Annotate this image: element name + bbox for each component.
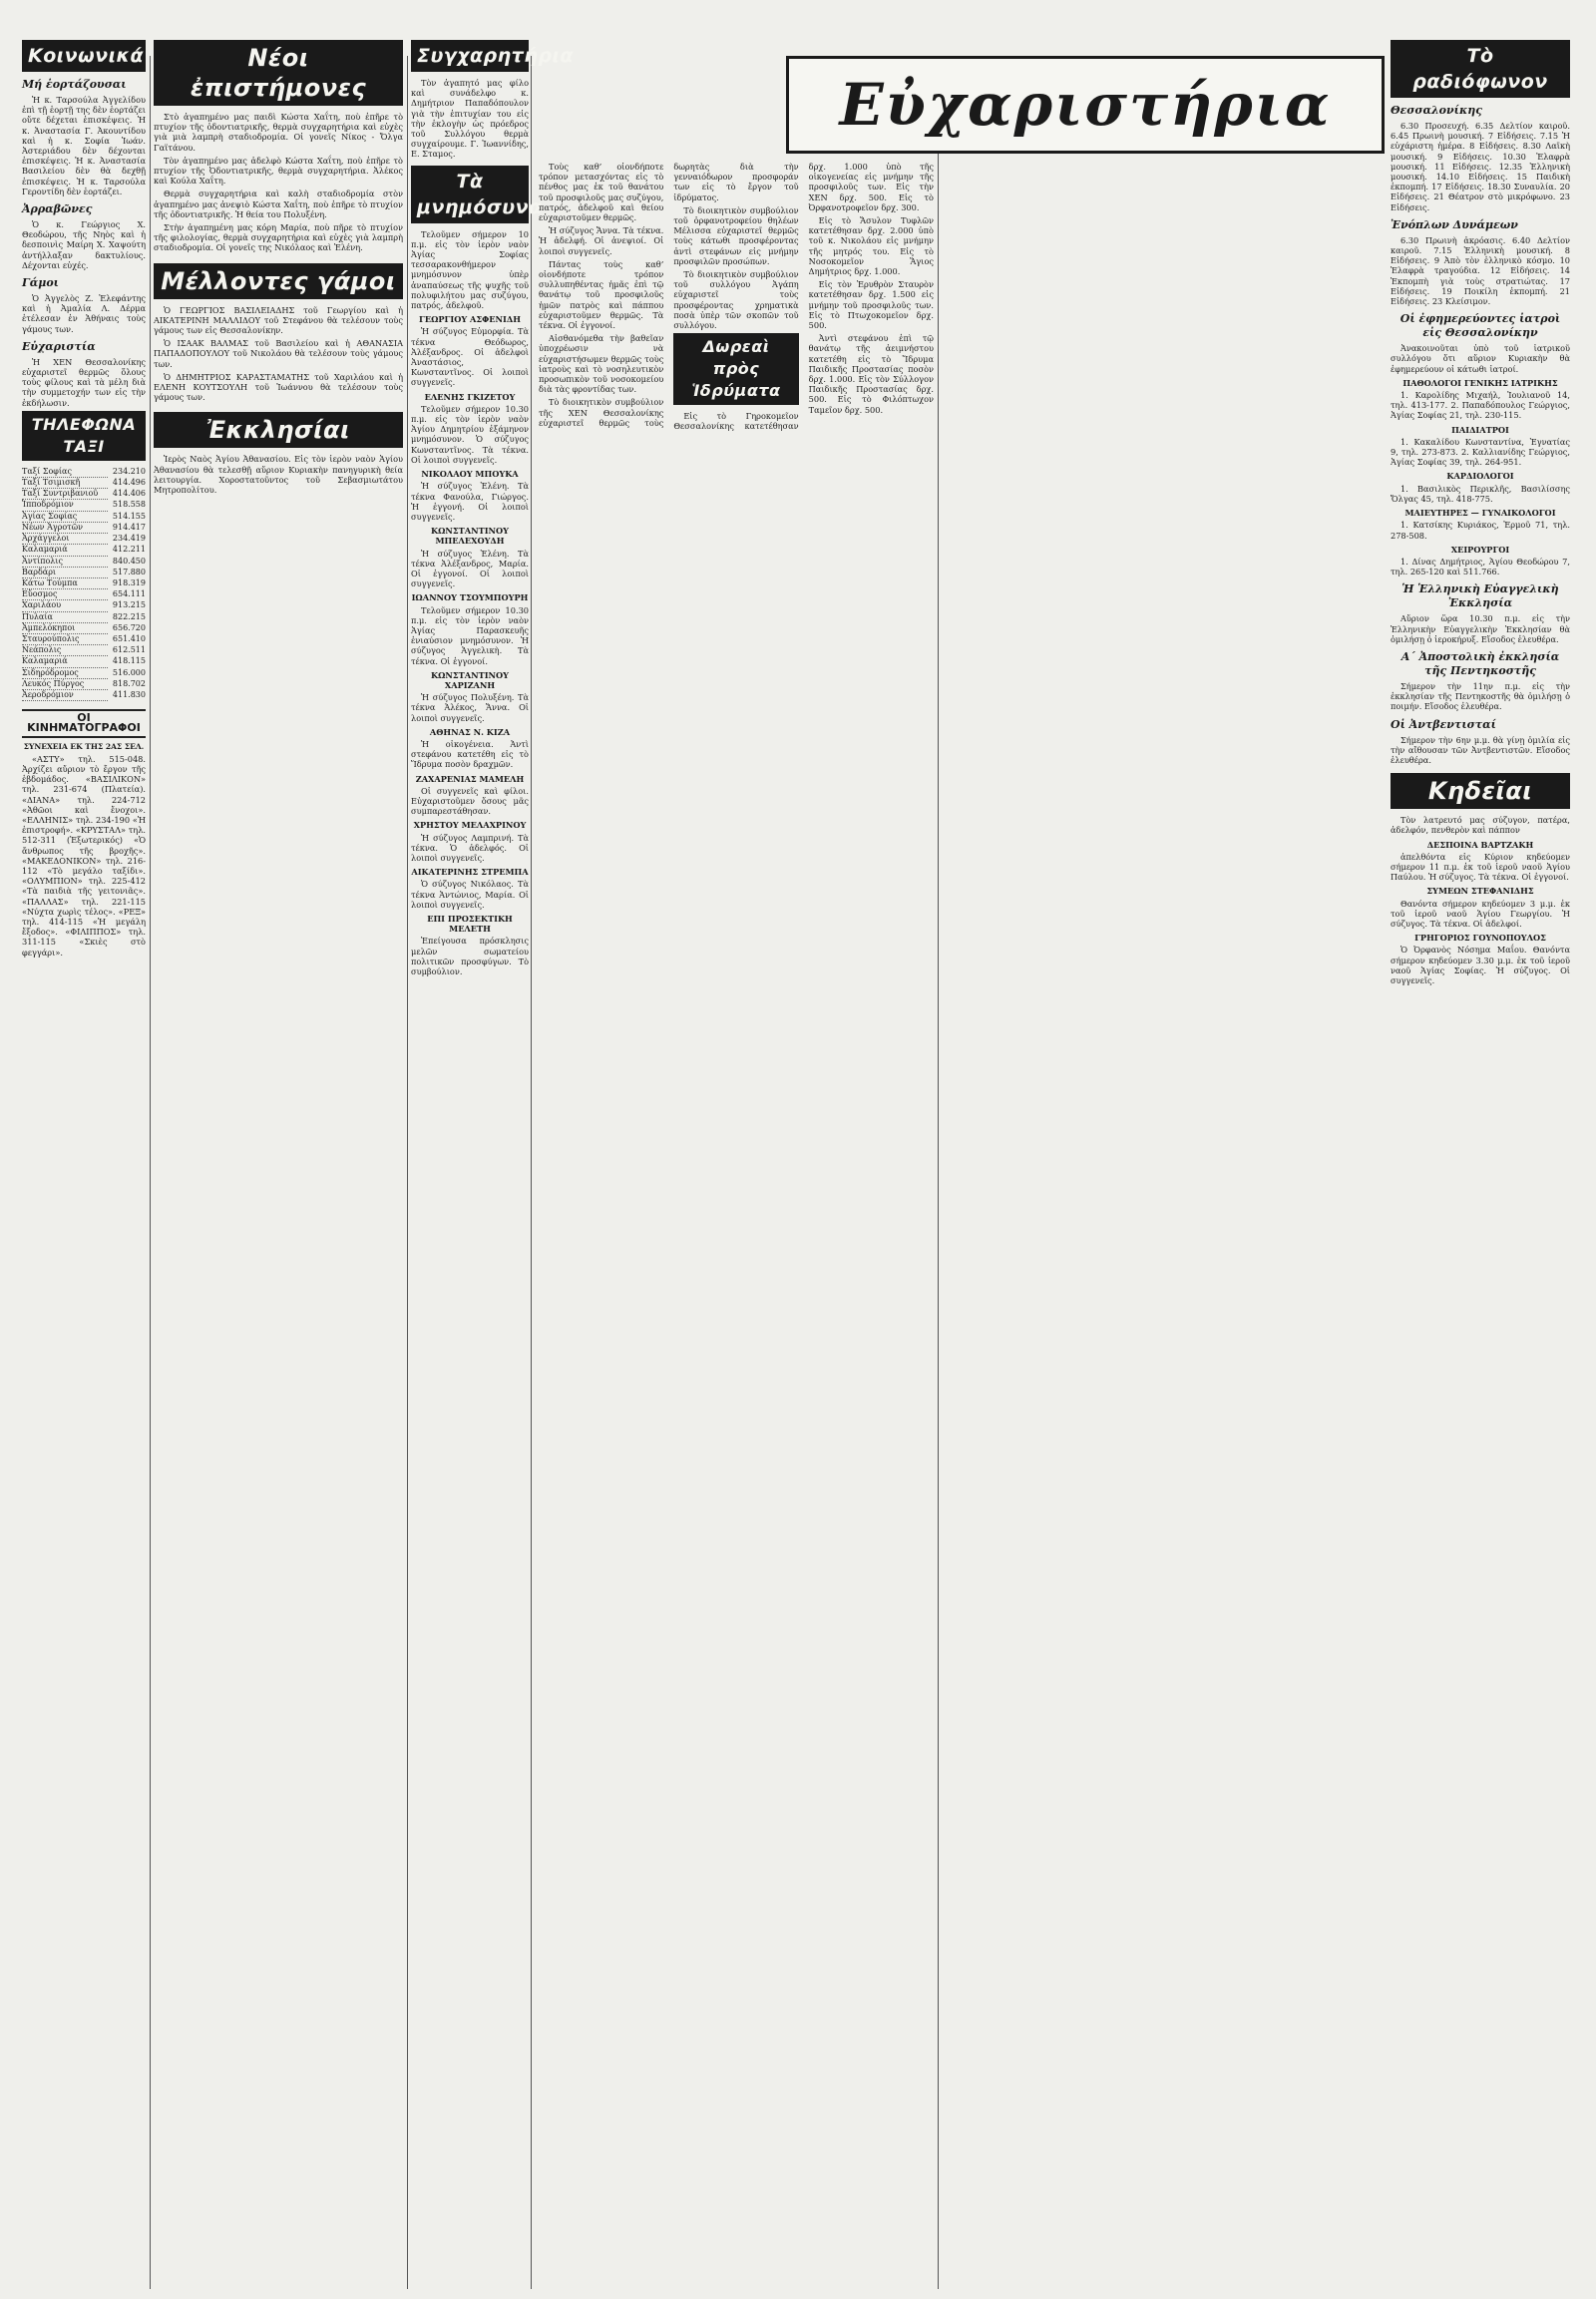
paragraph: Τὸ διοικητικὸν συμβούλιον τοῦ ὀρφανοτροφείου θηλέων Μέλισσα εὐχαριστεῖ θερμῶς τοὺς κάτωθι προσφέροντας ἀντὶ στεφάνων εἰς μνήμην προσφιλῶν προσώπων. xyxy=(673,204,799,266)
taxi-stand-name: Ἀντίπολις xyxy=(22,556,108,567)
taxi-phone-number: 656.720 xyxy=(112,622,146,632)
paragraph: Εἰς τὸ Γηροκομεῖον Θεσσαλονίκης κατετέθησαν δρχ. 1.000 ὑπὸ τῆς οἰκογενείας εἰς μνήμην τῆς προσφιλοῦς των. Εἰς τὴν ΧΕΝ δρχ. 500. Εἰς τὸ Ὀρφανοτροφεῖον δρχ. 300. xyxy=(673,162,934,432)
section-banner-social: Κοινωνικά xyxy=(22,40,146,72)
taxi-phone-row xyxy=(22,600,146,611)
paragraph-engaged: Ὁ κ. Γεώργιος Χ. Θεοδώρου, τῆς Νηὸς καὶ ἡ δεσποινὶς Μαίρη Χ. Χαψούτη ἀντήλλαξαν δακτυλίους. Δέχονται εὐχές. xyxy=(22,219,146,270)
taxi-phone-row xyxy=(22,545,146,556)
section-banner-cinemas: ΟΙ ΚΙΝΗΜΑΤΟΓΡΑΦΟΙ xyxy=(22,709,146,737)
taxi-stand-name: Ἀρχάγγελοι xyxy=(22,534,108,545)
paragraph: Αὔριον ὥρα 10.30 π.μ. εἰς τὴν Ἑλληνικὴν Εὐαγγελικὴν Ἐκκλησίαν θὰ ὁμιλήσῃ ὁ ἱεροκήρυξ. Εἴσοδος ἐλευθέρα. xyxy=(1391,613,1570,644)
radio-column xyxy=(1391,40,1570,2285)
paragraph-wedding: Ὁ Ἀγγελὸς Ζ. Ἐλεφάντης καὶ ἡ Ἀμαλία Λ. Δέρμα ἐτέλεσαν ἐν Ἀθήναις τοὺς γάμους των. xyxy=(22,293,146,334)
memorial-name: ΚΩΝΣΤΑΝΤΙΝΟΥ ΜΠΕΛΕΧΟΥΔΗ xyxy=(431,526,509,547)
heading-thanks: Εὐχαριστία xyxy=(22,339,96,353)
doctor-category: ΧΕΙΡΟΥΡΓΟΙ xyxy=(1450,544,1510,555)
paragraph: Ἡ σύζυγος Ἐλένη. Τὰ τέκνα Φανούλα, Γιώργος. Ἡ ἐγγονή. Οἱ λοιποὶ συγγενεῖς. xyxy=(411,481,529,522)
taxi-stand-name: Ταξί Σοφίας xyxy=(22,467,108,478)
paragraph: 6.30 Προσευχή. 6.35 Δελτίον καιροῦ. 6.45 Πρωινὴ μουσική. 7 Εἰδήσεις. 7.15 Ἡ εὐχάριστη ἡμέρα. 8 Εἰδήσεις. 8.30 Λαϊκὴ μουσική. 9 Εἰδήσεις. 10.30 Ἐλαφρὰ μουσική. 11 Εἰδήσεις. 12.35 Ἑλληνικὴ μουσική. 14.10 Εἰδήσεις. 15 Παιδικὴ ἐκπομπή. 17 Εἰδήσεις. 18.30 Συναυλία. 20 Εἰδήσεις. 21 Θέατρον στὸ μικρόφωνο. 23 Εἰδήσεις. xyxy=(1391,121,1570,212)
taxi-phone-number: 913.215 xyxy=(112,600,146,610)
memorial-name: ΧΡΗΣΤΟΥ ΜΕΛΑΧΡΙΝΟΥ xyxy=(413,820,527,831)
heading-armed-forces-station: Ἐνόπλων Δυνάμεων xyxy=(1391,217,1518,231)
memorial-name: ΕΛΕΝΗΣ ΓΚΙΖΕΤΟΥ xyxy=(424,391,516,402)
taxi-phone-row xyxy=(22,645,146,656)
paragraph: Εἰς τὸν Ἐρυθρὸν Σταυρὸν κατετέθησαν δρχ. 1.500 εἰς μνήμην τοῦ προσφιλοῦς των. Εἰς τὸ Πτωχοκομεῖον δρχ. 500. xyxy=(808,279,934,331)
paragraph: 1. Βασιλικὸς Περικλῆς, Βασιλίσσης Ὄλγας 45, τηλ. 418-775. xyxy=(1391,483,1570,504)
paragraph: Ἐπείγουσα πρόσκλησις μελῶν σωματείου πολιτικῶν προσφύγων. Τὸ συμβούλιον. xyxy=(411,936,529,977)
paragraph: Ἡ σύζυγος Ἄννα. Τὰ τέκνα. Ἡ ἀδελφή. Οἱ ἀνεψιοί. Οἱ λοιποὶ συγγενεῖς. xyxy=(539,225,664,256)
heading-adventists: Οἱ Ἀντβεντισταί xyxy=(1391,717,1496,731)
paragraph: Ὁ σύζυγος Νικόλαος. Τὰ τέκνα Ἀντώνιος, Μαρία. Οἱ λοιποὶ συγγενεῖς. xyxy=(411,879,529,910)
memorial-name: ΙΩΑΝΝΟΥ ΤΣΟΥΜΠΟΥΡΗ xyxy=(411,592,529,603)
taxi-stand-name: Ταξί Τσιμισκῆ xyxy=(22,478,108,489)
taxi-phone-number: 612.511 xyxy=(112,645,146,655)
taxi-stand-name: Βαρδάρι xyxy=(22,567,108,577)
paragraph: Ὁ Ὀρφανὸς Νόσημα Μαΐου. Θανόντα σήμερον κηδεύομεν 3.30 μ.μ. ἐκ τοῦ ἱεροῦ ναοῦ Ἁγίας Σοφίας. Ἡ σύζυγος. Οἱ συγγενεῖς. xyxy=(1391,945,1570,985)
paragraph: Τὸν λατρευτό μας σύζυγον, πατέρα, ἀδελφόν, πενθερὸν καὶ πάππον xyxy=(1391,815,1570,836)
taxi-phone-row xyxy=(22,678,146,689)
paragraph: Τὸ διοικητικὸν συμβούλιον τοῦ συλλόγου Ἀγάπη εὐχαριστεῖ τοὺς προσφέροντας χρηματικὰ ποσὰ ὑπὲρ τῶν σκοπῶν τοῦ συλλόγου. xyxy=(673,269,799,331)
paragraph: 1. Κατσίκης Κυριάκος, Ἑρμοῦ 71, τηλ. 278-508. xyxy=(1391,520,1570,541)
taxi-phone-number: 234.419 xyxy=(112,534,146,544)
taxi-stand-name: Σταυρούπολις xyxy=(22,633,108,644)
heading-doctors-on-duty: Οἱ ἐφημερεύοντες ἰατροὶ εἰς Θεσσαλονίκην xyxy=(1399,312,1561,340)
funeral-name: ΣΥΜΕΩΝ ΣΤΕΦΑΝΙΔΗΣ xyxy=(1426,886,1534,897)
heading-engagements: Ἀρραβῶνες xyxy=(22,202,93,216)
taxi-phone-number: 516.000 xyxy=(112,667,146,677)
notice-heading: ΕΠΙ ΠΡΟΣΕΚΤΙΚΗ ΜΕΛΕΤΗ xyxy=(427,914,513,935)
paragraph: Στὸ ἀγαπημένο μας παιδὶ Κώστα Χαΐτη, ποὺ ἐπῆρε τὸ πτυχίον τῆς ὀδοντιατρικῆς, θερμὰ συγχαρητήρια καὶ εὐχὲς γιὰ μιὰ λαμπρὴ σταδιοδρομία. Οἱ γονεῖς Νίκος - Ὄλγα Γαϊτάνου. xyxy=(154,112,403,153)
section-banner-memorials: Τὰ μνημόσυνα xyxy=(411,166,529,223)
taxi-phone-row xyxy=(22,667,146,678)
paragraph: 6.30 Πρωινὴ ἀκρόασις. 6.40 Δελτίον καιροῦ. 7.15 Ἑλληνικὴ μουσική. 8 Εἰδήσεις. 9 Ἀπὸ τὸν ἑλληνικὸ κόσμο. 10 Ἐλαφρὰ τραγούδια. 12 Εἰδήσεις. 14 Ἐκπομπὴ γιὰ τοὺς στρατιώτας. 17 Εἰδήσεις. 19 Ποικίλη ἐκπομπή. 21 Εἰδήσεις. 23 Κλείσιμον. xyxy=(1391,234,1570,307)
paragraph: 1. Δίνας Δημήτριος, Ἁγίου Θεοδώρου 7, τηλ. 265-120 καὶ 511.766. xyxy=(1391,556,1570,577)
paragraph: Θανόντα σήμερον κηδεύομεν 3 μ.μ. ἐκ τοῦ ἱεροῦ ναοῦ Ἁγίου Γεωργίου. Ἡ σύζυγος. Τὰ τέκνα. Οἱ ἀδελφοί. xyxy=(1391,898,1570,929)
memorial-name: ΝΙΚΟΛΑΟΥ ΜΠΟΥΚΑ xyxy=(421,469,519,480)
taxi-phone-number: 918.319 xyxy=(112,577,146,587)
taxi-phone-number: 517.880 xyxy=(112,567,146,576)
taxi-phone-row xyxy=(22,656,146,667)
taxi-phone-row xyxy=(22,633,146,644)
doctor-category: ΜΑΙΕΥΤΗΡΕΣ — ΓΥΝΑΙΚΟΛΟΓΟΙ xyxy=(1404,508,1556,519)
taxi-stand-name: Κάτω Τούμπα xyxy=(22,577,108,588)
taxi-phone-row xyxy=(22,556,146,567)
paragraph: ἀπελθόντα εἰς Κύριον κηδεύομεν σήμερον 11 π.μ. ἐκ τοῦ ἱεροῦ ναοῦ Ἁγίου Παύλου. Ἡ σύζυγος. Τὰ τέκνα. Οἱ ἐγγονοί. xyxy=(1391,851,1570,883)
taxi-stand-name: Νέων Ἀγροτῶν xyxy=(22,522,108,533)
new-scientists-column xyxy=(154,40,403,2285)
paragraph: 1. Καρολίδης Μιχαήλ, Ἰουλιανοῦ 14, τηλ. 413-177. 2. Παπαδόπουλος Γεώργιος, Ἁγίας Σοφίας 21, τηλ. 230-115. xyxy=(1391,390,1570,421)
taxi-stand-name: Λευκός Πύργος xyxy=(22,678,108,689)
column-rule xyxy=(938,56,939,2289)
taxi-phone-row xyxy=(22,577,146,588)
taxi-stand-name: Ἱπποδρόμιον xyxy=(22,500,108,511)
cinema-subheading: ΣΥΝΕΧΕΙΑ ΕΚ ΤΗΣ 2ΑΣ ΣΕΛ. xyxy=(23,741,145,751)
section-banner-congratulations: Συγχαρητήρια xyxy=(411,40,529,72)
taxi-phone-number: 514.155 xyxy=(112,511,146,521)
heading-evangelical-church: Ἡ Ἑλληνικὴ Εὐαγγελικὴ Ἐκκλησία xyxy=(1401,582,1559,610)
taxi-phone-number: 651.410 xyxy=(112,633,146,643)
section-banner-radio: Τὸ ραδιόφωνον xyxy=(1391,40,1570,98)
paragraph: Ἀντὶ στεφάνου ἐπὶ τῷ θανάτῳ τῆς ἀειμνήστου κατετέθη εἰς τὸ Ἵδρυμα Παιδικῆς Προστασίας ποσὸν δρχ. 1.000. Εἰς τὸν Σύλλογον Παιδικῆς Προστασίας δρχ. 500. Εἰς τὸ Φιλόπτωχον Ταμεῖον δρχ. 500. xyxy=(808,333,934,415)
paragraph: Θερμὰ συγχαρητήρια καὶ καλὴ σταδιοδρομία στὸν ἀγαπημένο μας ἀνεψιὸ Κώστα Χαΐτη, ποὺ ἐπῆρε τὸ πτυχίον τῆς ὀδοντιατρικῆς. Ἡ θεία του Πολυξένη. xyxy=(154,189,403,219)
paragraph: Εἰς τὸ Ἄσυλον Τυφλῶν κατετέθησαν δρχ. 2.000 ὑπὸ τοῦ κ. Νικολάου εἰς μνήμην τῆς μητρός του. Εἰς τὸ Νοσοκομεῖον Ἅγιος Δημήτριος δρχ. 1.000. xyxy=(808,215,934,277)
memorial-name: ΚΩΝΣΤΑΝΤΙΝΟΥ ΧΑΡΙΖΑΝΗ xyxy=(431,669,509,690)
taxi-phone-row xyxy=(22,489,146,500)
paragraph: Ὁ ΓΕΩΡΓΙΟΣ ΒΑΣΙΛΕΙΑΔΗΣ τοῦ Γεωργίου καὶ ἡ ΑΙΚΑΤΕΡΙΝΗ ΜΑΛΛΙΔΟΥ τοῦ Στεφάνου θὰ τελέσουν τοὺς γάμους των εἰς Θεσσαλονίκην. xyxy=(154,304,403,336)
funeral-name: ΓΡΗΓΟΡΙΟΣ ΓΟΥΝΟΠΟΥΛΟΣ xyxy=(1414,933,1546,944)
taxi-phone-number: 654.111 xyxy=(112,589,146,599)
paragraph: Αἰσθανόμεθα τὴν βαθεῖαν ὑποχρέωσιν νὰ εὐχαριστήσωμεν θερμῶς τοὺς ἰατροὺς καὶ τὸ νοσηλευτικὸν προσωπικὸν τοῦ νοσοκομείου διὰ τὰς φροντίδας των. xyxy=(539,333,664,395)
paragraph: Τὸν ἀγαπημένο μας ἀδελφὸ Κώστα Χαΐτη, ποὺ ἐπῆρε τὸ πτυχίον τῆς Ὀδοντιατρικῆς, θερμὰ συγχαρητήρια. Ἀλέκος καὶ Κούλα Χαΐτη. xyxy=(154,155,403,187)
headline-thank-you-notes: Εὐχαριστήρια xyxy=(786,56,1385,154)
paragraph: Τελοῦμεν σήμερον 10.30 π.μ. εἰς τὸν ἱερὸν ναὸν Ἁγίου Δημητρίου ἐξάμηνον μνημόσυνον. Ὁ σύζυγος Κωνσταντῖνος. Τὰ τέκνα. Οἱ λοιποὶ συγγενεῖς. xyxy=(411,403,529,465)
paragraph: Στὴν ἀγαπημένη μας κόρη Μαρία, ποὺ πῆρε τὸ πτυχίον τῆς φιλολογίας, θερμὰ συγχαρητήρια καὶ εὐχὲς γιὰ λαμπρὴ σταδιοδρομία. Οἱ γονεῖς της Νικόλαος καὶ Ἑλένη. xyxy=(154,222,403,253)
paragraph-thanks: Ἡ ΧΕΝ Θεσσαλονίκης εὐχαριστεῖ θερμῶς ὅλους τοὺς φίλους καὶ τὰ μέλη διὰ τὴν συμμετοχήν των εἰς τὴν ἐκδήλωσιν. xyxy=(22,356,146,408)
paragraph: Ἀνακοινοῦται ὑπὸ τοῦ ἰατρικοῦ συλλόγου ὅτι αὔριον Κυριακὴν θὰ ἐφημερεύουν οἱ κάτωθι ἰατροί. xyxy=(1391,343,1570,374)
taxi-phone-number: 818.702 xyxy=(112,678,146,688)
paragraph: Πάντας τοὺς καθ’ οἱονδήποτε τρόπον συλλυπηθέντας ἡμᾶς ἐπὶ τῷ θανάτῳ τοῦ προσφιλοῦς ἡμῶν πατρὸς καὶ πάππου εὐχαριστοῦμεν θερμῶς. Τὰ τέκνα. Οἱ ἐγγονοί. xyxy=(539,258,664,331)
heading-weddings: Γάμοι xyxy=(22,276,59,290)
taxi-stand-name: Εὔοσμος xyxy=(22,589,108,600)
taxi-phone-row xyxy=(22,467,146,478)
heading-thessaloniki-station: Θεσσαλονίκης xyxy=(1391,104,1482,117)
taxi-phone-row xyxy=(22,534,146,545)
paragraph: Τοὺς καθ’ οἱονδήποτε τρόπον μετασχόντας εἰς τὸ πένθος μας ἐκ τοῦ θανάτου τοῦ προσφιλοῦς μας συζύγου, πατρός, ἀδελφοῦ καὶ θείου εὐχαριστοῦμεν θερμῶς. xyxy=(539,162,664,223)
column-rule xyxy=(407,56,408,2289)
section-banner-donations: Δωρεαὶ πρὸς Ἱδρύματα xyxy=(673,333,798,405)
taxi-stand-name: Ἀεροδρόμιον xyxy=(22,689,108,700)
taxi-phone-row xyxy=(22,689,146,700)
paragraph: Σήμερον τὴν 6ην μ.μ. θὰ γίνῃ ὁμιλία εἰς τὴν αἴθουσαν τῶν Ἀντβεντιστῶν. Εἴσοδος ἐλευθέρα. xyxy=(1391,734,1570,765)
column-rule xyxy=(531,56,532,2289)
memorial-name: ΑΘΗΝΑΣ Ν. ΚΙΖΑ xyxy=(429,726,511,737)
taxi-phone-number: 840.450 xyxy=(112,556,146,566)
paragraph-celebrate: Ἡ κ. Ταρσούλα Ἀγγελίδου ἐπὶ τῇ ἑορτῇ της δὲν ἑορτάζει οὔτε δέχεται ἐπισκέψεις. Ἡ κ. Ἀναστασία Γ. Ἀκουντίδου καὶ ἡ κ. Σοφία Ἰωάν. Ἀστεριάδου δὲν δέχονται ἐπισκέψεις. Ἡ κ. Ἀναστασία Βασιλείου δὲν θὰ δεχθῇ ἐπισκέψεις. Ἡ κ. Ταρσούλα Γεροντίδη δὲν ἑορτάζει. xyxy=(22,95,146,196)
taxi-phone-row xyxy=(22,622,146,633)
paragraph: Τελοῦμεν σήμερον 10.30 π.μ. εἰς τὸν ἱερὸν ναὸν Ἁγίας Παρασκευῆς ἐνιαύσιον μνημόσυνον. Ἡ σύζυγος Ἀγγελικὴ. Τὰ τέκνα. Οἱ ἐγγονοί. xyxy=(411,604,529,666)
taxi-stand-name: Σιδηρόδρομος xyxy=(22,667,108,678)
taxi-stand-name: Ἀμπελόκηποι xyxy=(22,622,108,633)
paragraph: Ἡ σύζυγος Ἑλένη. Τὰ τέκνα Ἀλέξανδρος, Μαρία. Οἱ ἐγγονοί. Οἱ λοιποὶ συγγενεῖς. xyxy=(411,548,529,589)
taxi-phone-table xyxy=(22,467,146,701)
taxi-stand-name: Ἁγίας Σοφίας xyxy=(22,511,108,522)
paragraph: Ἱερὸς Ναὸς Ἁγίου Ἀθανασίου. Εἰς τὸν ἱερὸν ναὸν Ἁγίου Ἀθανασίου θὰ τελεσθῇ αὔριον Κυριακὴν πανηγυρικὴ θεία λειτουργία. Χοροστατοῦντος τοῦ Σεβασμιωτάτου Μητροπολίτου. xyxy=(154,454,403,496)
taxi-stand-name: Καλαμαριά xyxy=(22,545,108,556)
paragraph: Ὁ ΙΣΑΑΚ ΒΑΛΜΑΣ τοῦ Βασιλείου καὶ ἡ ΑΘΑΝΑΣΙΑ ΠΑΠΑΔΟΠΟΥΛΟΥ τοῦ Νικολάου θὰ τελέσουν τοὺς γάμους των. xyxy=(154,338,403,369)
taxi-stand-name: Καλαμαριά xyxy=(22,656,108,667)
heading-pentecostal-church: Α΄ Ἀποστολικὴ ἐκκλησία τῆς Πεντηκοστῆς xyxy=(1400,649,1560,677)
taxi-stand-name: Ταξί Συντριβανιοῦ xyxy=(22,489,108,500)
paragraph: Ἡ σύζυγος Εὐμορφία. Τὰ τέκνα Θεόδωρος, Ἀλέξανδρος. Οἱ ἀδελφοὶ Ἀναστάσιος, Κωνσταντῖνος. Οἱ λοιποὶ συγγενεῖς. xyxy=(411,326,529,388)
taxi-phone-number: 414.406 xyxy=(112,489,146,499)
taxi-phone-number: 418.115 xyxy=(112,656,146,666)
taxi-phone-row xyxy=(22,589,146,600)
paragraph: Ὁ ΔΗΜΗΤΡΙΟΣ ΚΑΡΑΣΤΑΜΑΤΗΣ τοῦ Χαριλάου καὶ ἡ ΕΛΕΝΗ ΚΟΥΤΣΟΥΛΗ τοῦ Ἰωάννου θὰ τελέσουν τοὺς γάμους των. xyxy=(154,371,403,403)
paragraph: Ἡ οἰκογένεια. Ἀντὶ στεφάνου κατετέθη εἰς τὸ Ἵδρυμα ποσὸν δραχμῶν. xyxy=(411,738,529,770)
taxi-phone-row xyxy=(22,478,146,489)
section-banner-churches: Ἐκκλησίαι xyxy=(154,412,403,448)
doctor-category: ΚΑΡΔΙΟΛΟΓΟΙ xyxy=(1446,471,1514,482)
paragraph: Τελοῦμεν σήμερον 10 π.μ. εἰς τὸν ἱερὸν ναὸν Ἁγίας Σοφίας τεσσαρακονθήμερον μνημόσυνον ὑπὲρ ἀναπαύσεως τῆς ψυχῆς τοῦ πολυφιλήτου μας συζύγου, πατρός, ἀδελφοῦ. xyxy=(411,228,529,311)
memorial-name: ΑΙΚΑΤΕΡΙΝΗΣ ΣΤΡΕΜΠΑ xyxy=(411,867,529,878)
taxi-phone-number: 822.215 xyxy=(112,611,146,621)
taxi-stand-name: Νεάπολις xyxy=(22,645,108,656)
taxi-phone-number: 411.830 xyxy=(112,689,146,699)
taxi-phone-row xyxy=(22,511,146,522)
heading-not-celebrating: Μή ἑορτάζουσαι xyxy=(22,78,127,91)
thank-you-notes-column xyxy=(539,162,934,2285)
taxi-stand-name: Χαριλάου xyxy=(22,600,108,611)
paragraph: Ἡ σύζυγος Λαμπρινή. Τὰ τέκνα. Ὁ ἀδελφός. Οἱ λοιποὶ συγγενεῖς. xyxy=(411,832,529,863)
social-column xyxy=(22,40,146,2285)
section-banner-future-weddings: Μέλλοντες γάμοι xyxy=(154,263,403,299)
taxi-phone-number: 518.558 xyxy=(112,500,146,510)
paragraph: Τὸ διοικητικὸν συμβούλιον τῆς ΧΕΝ Θεσσαλονίκης εὐχαριστεῖ θερμῶς τοὺς δωρητὰς διὰ τὴν γενναιόδωρον προσφοράν των εἰς τὸ ἔργον τοῦ ἱδρύματος. xyxy=(539,162,799,428)
column-rule xyxy=(150,56,151,2289)
taxi-stand-name: Πυλαία xyxy=(22,611,108,622)
taxi-phone-number: 234.210 xyxy=(112,467,146,477)
paragraph: Ἡ σύζυγος Πολυξένη. Τὰ τέκνα Ἀλέκος, Ἄννα. Οἱ λοιποὶ συγγενεῖς. xyxy=(411,692,529,723)
memorial-name: ΓΕΩΡΓΙΟΥ ΑΣΦΕΝΙΔΗ xyxy=(419,314,521,325)
paragraph-cinemas: «ΑΣΤΥ» τηλ. 515-048. Ἀρχίζει αὔριον τὸ ἔργον τῆς ἑβδομάδος. «ΒΑΣΙΛΙΚΟΝ» τηλ. 231-674 (Πλατεία). «ΔΙΑΝΑ» τηλ. 224-712 «Ἀθῶοι καὶ ἔνοχοι». «ΕΛΛΗΝΙΣ» τηλ. 234-190 «Ἡ ἐπιστροφή». «ΚΡΥΣΤΑΛ» τηλ. 512-311 (Ἐξωτερικός) «Ὁ ἄνθρωπος τῆς βροχῆς». «ΜΑΚΕΔΟΝΙΚΟΝ» τηλ. 216-112 «Τὸ μεγάλο ταξίδι». «ΟΛΥΜΠΙΟΝ» τηλ. 225-412 «Τὰ παιδιὰ τῆς γειτονιᾶς». «ΠΑΛΛΑΣ» τηλ. 221-115 «Νύχτα χωρὶς τέλος». «ΡΕΞ» τηλ. 414-115 «Ἡ μεγάλη ἔξοδος». «ΦΙΛΙΠΠΟΣ» τηλ. 311-115 «Σκιὲς στὸ φεγγάρι». xyxy=(22,753,146,958)
taxi-phone-number: 412.211 xyxy=(112,545,146,555)
taxi-phone-row xyxy=(22,522,146,533)
taxi-phone-row xyxy=(22,567,146,577)
congratulations-column xyxy=(411,40,574,2285)
taxi-phone-row xyxy=(22,611,146,622)
section-banner-funerals: Κηδεῖαι xyxy=(1391,773,1570,809)
taxi-phone-number: 914.417 xyxy=(112,522,146,532)
section-banner-taxi-phones: ΤΗΛΕΦΩΝΑ ΤΑΞΙ xyxy=(22,411,146,461)
section-banner-new-scientists: Νέοι ἐπιστήμονες xyxy=(154,40,403,106)
funeral-name: ΔΕΣΠΟΙΝΑ ΒΑΡΤΖΑΚΗ xyxy=(1426,839,1534,850)
paragraph: Σήμερον τὴν 11ην π.μ. εἰς τὴν ἐκκλησίαν τῆς Πεντηκοστῆς θὰ ὁμιλήσῃ ὁ ποιμήν. Εἴσοδος ἐλευθέρα. xyxy=(1391,680,1570,712)
taxi-phone-number: 414.496 xyxy=(112,478,146,488)
paragraph: Οἱ συγγενεῖς καὶ φίλοι. Εὐχαριστοῦμεν ὅσους μᾶς συμπαρεστάθησαν. xyxy=(411,785,529,817)
paragraph: Τὸν ἀγαπητό μας φίλο καὶ συνάδελφο κ. Δημήτριον Παπαδόπουλον γιὰ τὴν ἐπιτυχίαν του εἰς τὴν ἐκλογὴν ὡς πρόεδρος τοῦ Συλλόγου θερμὰ συγχαίρουμε. Γ. Ἰωαννίδης, Ε. Σταμος. xyxy=(411,78,529,160)
paragraph: 1. Κακαλίδου Κωνσταντίνα, Ἐγνατίας 9, τηλ. 273-873. 2. Καλλιανίδης Γεώργιος, Ἁγίας Σοφίας 39, τηλ. 264-951. xyxy=(1391,436,1570,468)
doctor-category: ΠΑΘΟΛΟΓΟΙ ΓΕΝΙΚΗΣ ΙΑΤΡΙΚΗΣ xyxy=(1402,377,1558,388)
memorial-name: ΖΑΧΑΡΕΝΙΑΣ ΜΑΜΕΛΗ xyxy=(415,773,525,784)
taxi-phone-row xyxy=(22,500,146,511)
doctor-category: ΠΑΙΔΙΑΤΡΟΙ xyxy=(1451,424,1509,435)
